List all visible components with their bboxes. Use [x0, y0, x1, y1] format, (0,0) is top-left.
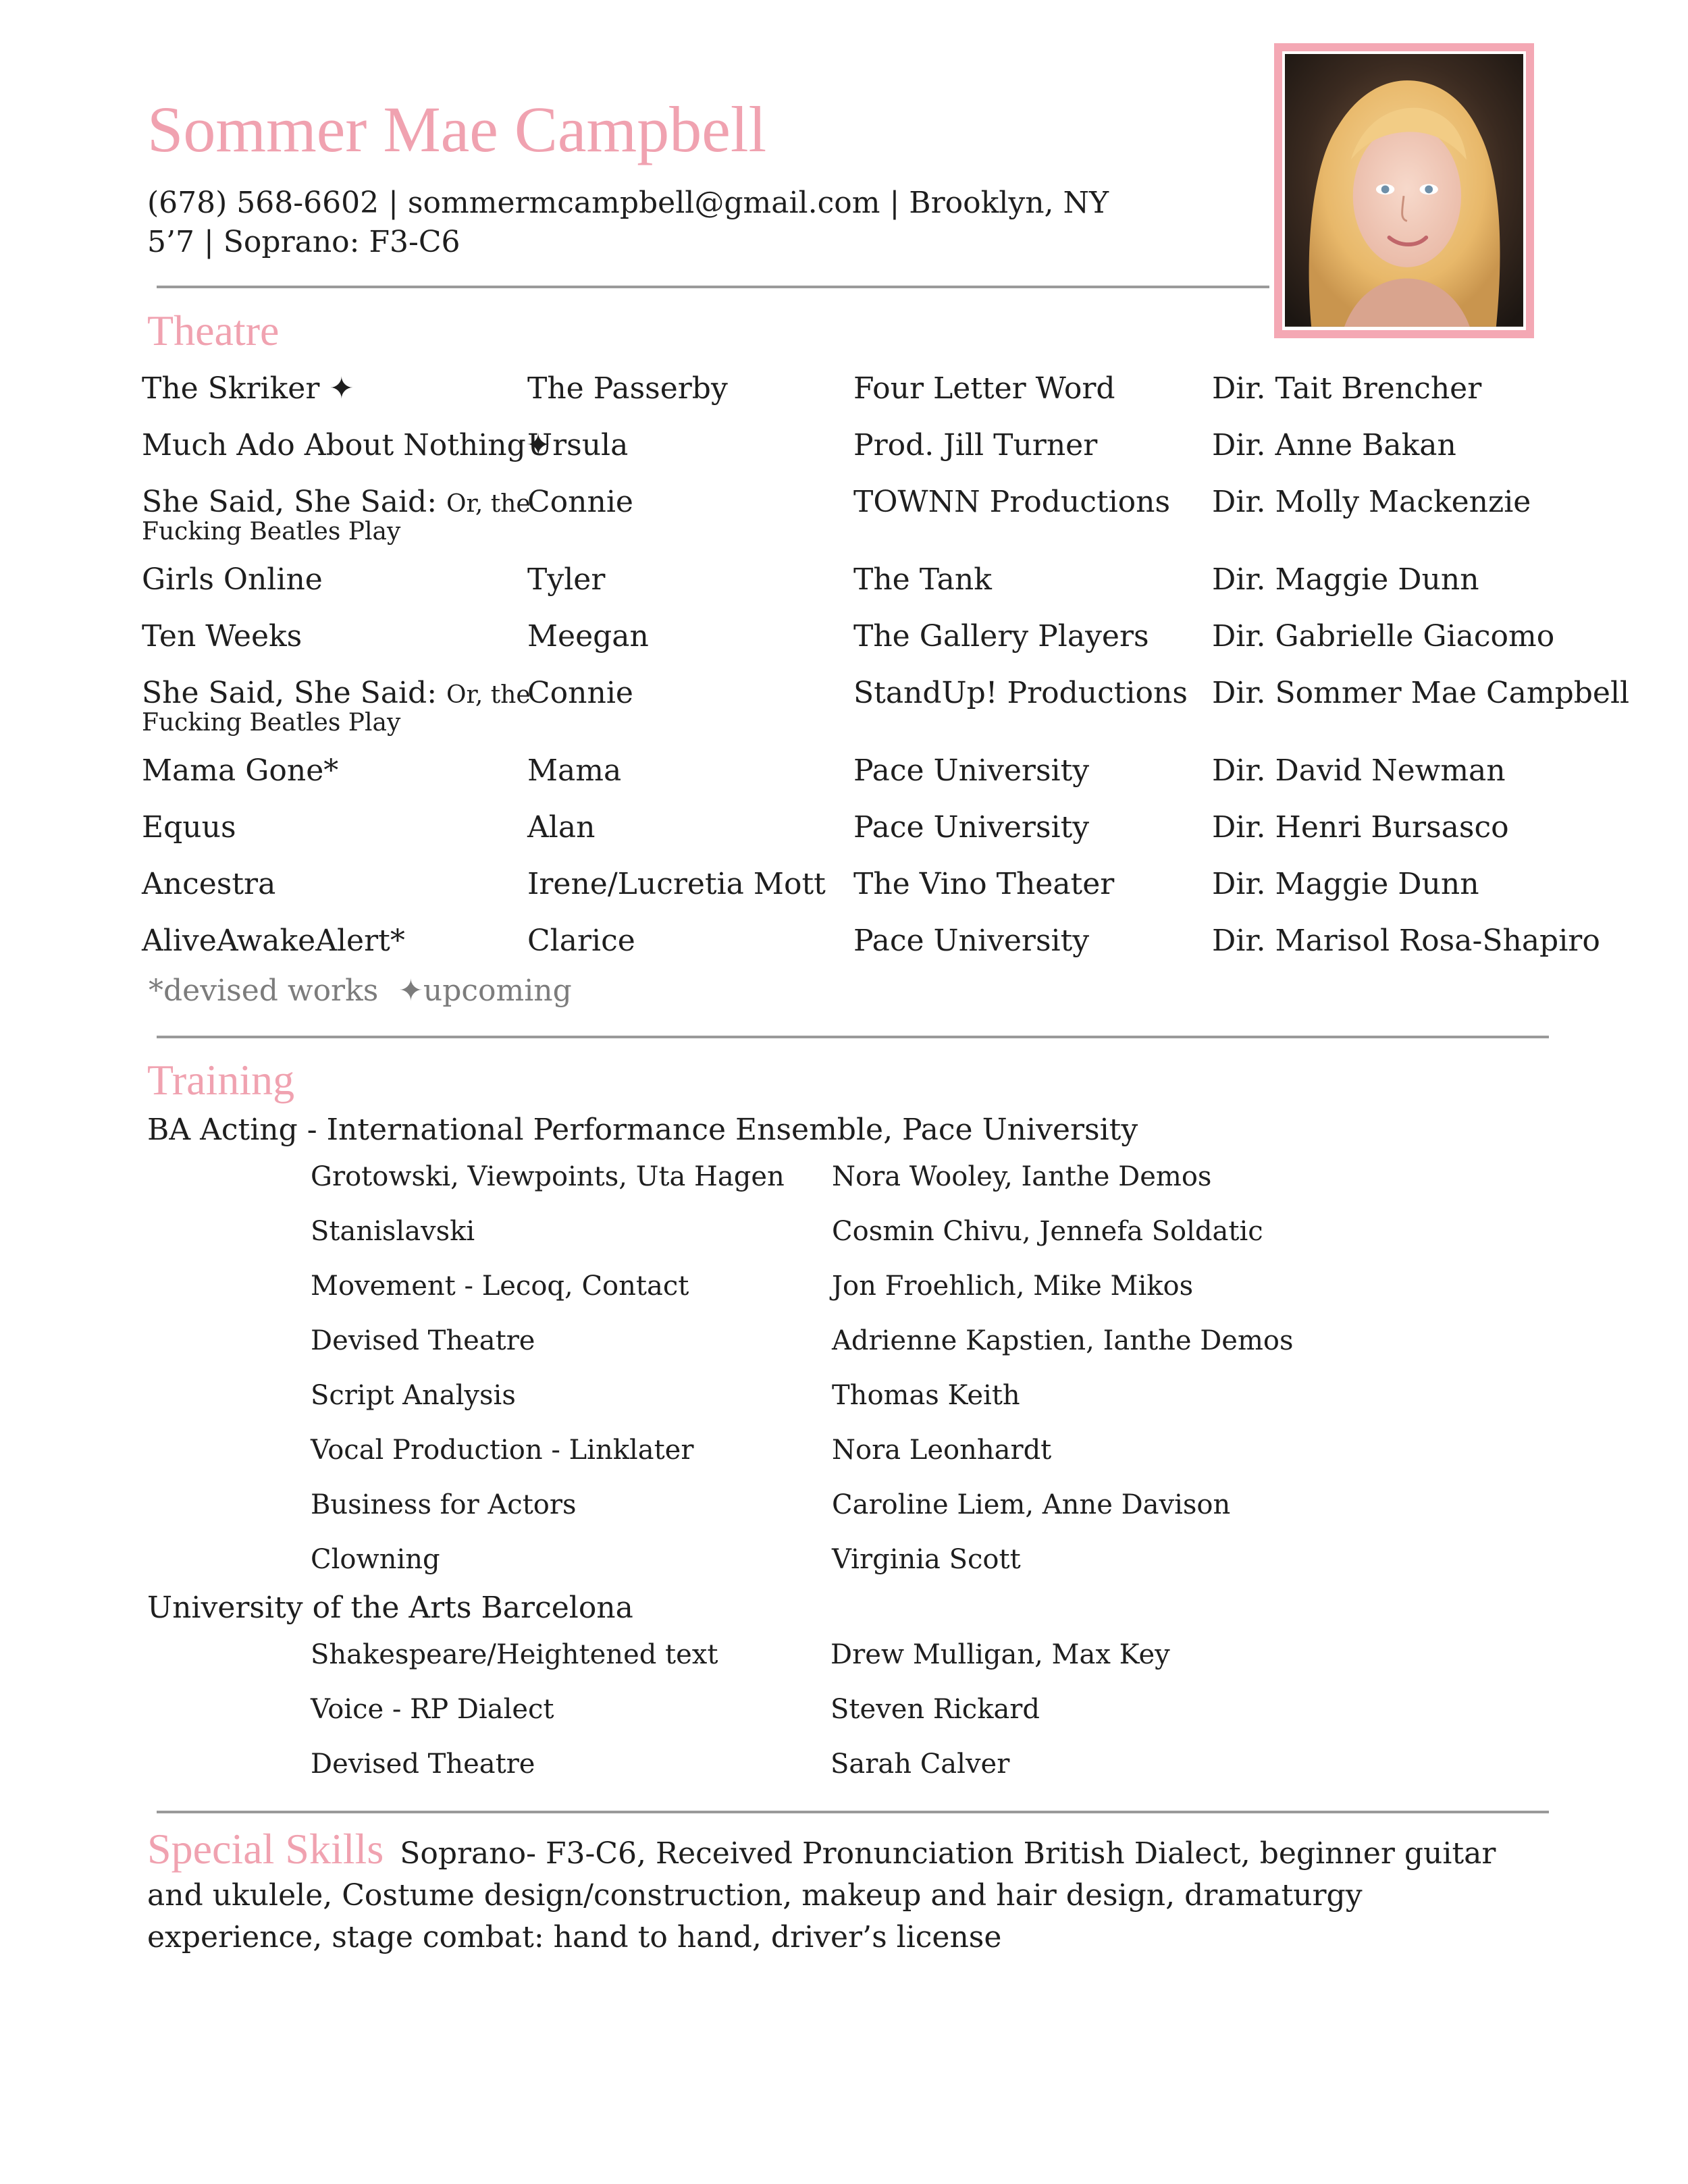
training-teachers: Cosmin Chivu, Jennefa Soldatic	[832, 1216, 1263, 1247]
credit-title: Much Ado About Nothing✦	[142, 428, 551, 462]
skills-heading: Special Skills	[147, 1825, 384, 1873]
training-subject: Grotowski, Viewpoints, Uta Hagen	[311, 1161, 785, 1192]
credit-title: Girls Online	[142, 562, 323, 597]
credit-company: Pace University	[853, 924, 1090, 958]
credit-director: Dir. Tait Brencher	[1212, 371, 1482, 406]
credit-company: Pace University	[853, 810, 1090, 845]
credit-director: Dir. Marisol Rosa-Shapiro	[1212, 924, 1600, 958]
training-teachers: Steven Rickard	[830, 1694, 1040, 1725]
training-subject: Devised Theatre	[311, 1749, 535, 1780]
special-skills	[147, 1825, 1545, 1959]
training-teachers: Nora Leonhardt	[832, 1435, 1052, 1466]
training-teachers: Sarah Calver	[830, 1749, 1010, 1780]
credit-role: Ursula	[527, 428, 629, 462]
credit-company: The Vino Theater	[853, 867, 1115, 901]
credit-company: The Tank	[853, 562, 992, 597]
credit-title-line2: Fucking Beatles Play	[142, 518, 401, 545]
credit-title-line2: Fucking Beatles Play	[142, 709, 401, 737]
credit-title: Ten Weeks	[142, 619, 302, 654]
credit-title-sub: Or, the	[446, 681, 531, 709]
contact-line: (678) 568-6602 | sommermcampbell@gmail.com | Brooklyn, NY	[147, 186, 1109, 220]
training-divider	[157, 1811, 1549, 1813]
credit-company: StandUp! Productions	[853, 676, 1188, 710]
training-subject: Stanislavski	[311, 1216, 475, 1247]
training-school: BA Acting - International Performance Ensemble, Pace University	[147, 1113, 1138, 1147]
training-teachers: Virginia Scott	[832, 1544, 1021, 1575]
legend-devised: *devised works	[149, 974, 379, 1008]
training-teachers: Nora Wooley, Ianthe Demos	[832, 1161, 1212, 1192]
training-heading: Training	[147, 1056, 295, 1104]
credit-title: Equus	[142, 810, 236, 845]
credit-role: Alan	[527, 810, 596, 845]
training-teachers: Thomas Keith	[832, 1380, 1020, 1411]
training-subject: Shakespeare/Heightened text	[311, 1639, 718, 1670]
credit-title: Ancestra	[142, 867, 276, 901]
credit-title-sub: Or, the	[446, 490, 531, 518]
credit-director: Dir. Maggie Dunn	[1212, 867, 1479, 901]
credit-role: Meegan	[527, 619, 649, 654]
credit-company: Four Letter Word	[853, 371, 1115, 406]
credit-company: The Gallery Players	[853, 619, 1149, 654]
training-subject: Devised Theatre	[311, 1325, 535, 1356]
stats-line: 5’7 | Soprano: F3-C6	[147, 225, 460, 259]
legend-upcoming: ✦upcoming	[398, 974, 572, 1008]
credit-director: Dir. Maggie Dunn	[1212, 562, 1479, 597]
credit-title: AliveAwakeAlert*	[142, 924, 405, 958]
training-subject: Vocal Production - Linklater	[311, 1435, 694, 1466]
credit-role: Clarice	[527, 924, 635, 958]
credit-company: TOWNN Productions	[853, 485, 1171, 519]
training-subject: Movement - Lecoq, Contact	[311, 1271, 689, 1302]
credit-title-main: She Said, She Said:	[142, 676, 438, 710]
training-teachers: Jon Froehlich, Mike Mikos	[832, 1271, 1194, 1302]
credit-title: Mama Gone*	[142, 753, 339, 788]
training-subject: Business for Actors	[311, 1489, 577, 1520]
credit-role: Connie	[527, 676, 633, 710]
training-subject: Voice - RP Dialect	[311, 1694, 554, 1725]
credit-role: Connie	[527, 485, 633, 519]
credit-director: Dir. Henri Bursasco	[1212, 810, 1509, 845]
training-subject: Script Analysis	[311, 1380, 516, 1411]
credit-role: The Passerby	[527, 371, 728, 406]
skills-text: Soprano- F3-C6, Received Pronunciation British Dialect, beginner guitar and ukulele, Costume design/construction, makeup and hair design, dramaturgy experience, stage combat: hand to hand, driver’s license	[147, 1836, 1496, 1954]
credit-director: Dir. Gabrielle Giacomo	[1212, 619, 1555, 654]
credit-company: Pace University	[853, 753, 1090, 788]
credit-role: Tyler	[527, 562, 606, 597]
credit-role: Mama	[527, 753, 622, 788]
credit-director: Dir. Molly Mackenzie	[1212, 485, 1531, 519]
credit-director: Dir. Sommer Mae Campbell	[1212, 676, 1630, 710]
credit-company: Prod. Jill Turner	[853, 428, 1098, 462]
credit-role: Irene/Lucretia Mott	[527, 867, 826, 901]
training-teachers: Drew Mulligan, Max Key	[830, 1639, 1170, 1670]
training-subject: Clowning	[311, 1544, 440, 1575]
credit-title-main: She Said, She Said:	[142, 485, 438, 519]
training-school: University of the Arts Barcelona	[147, 1591, 633, 1625]
training-teachers: Caroline Liem, Anne Davison	[832, 1489, 1231, 1520]
resume-name: Sommer Mae Campbell	[147, 93, 767, 165]
training-teachers: Adrienne Kapstien, Ianthe Demos	[832, 1325, 1294, 1356]
credit-title: The Skriker ✦	[142, 371, 354, 406]
theatre-heading: Theatre	[147, 307, 280, 354]
credit-director: Dir. Anne Bakan	[1212, 428, 1456, 462]
credit-director: Dir. David Newman	[1212, 753, 1506, 788]
